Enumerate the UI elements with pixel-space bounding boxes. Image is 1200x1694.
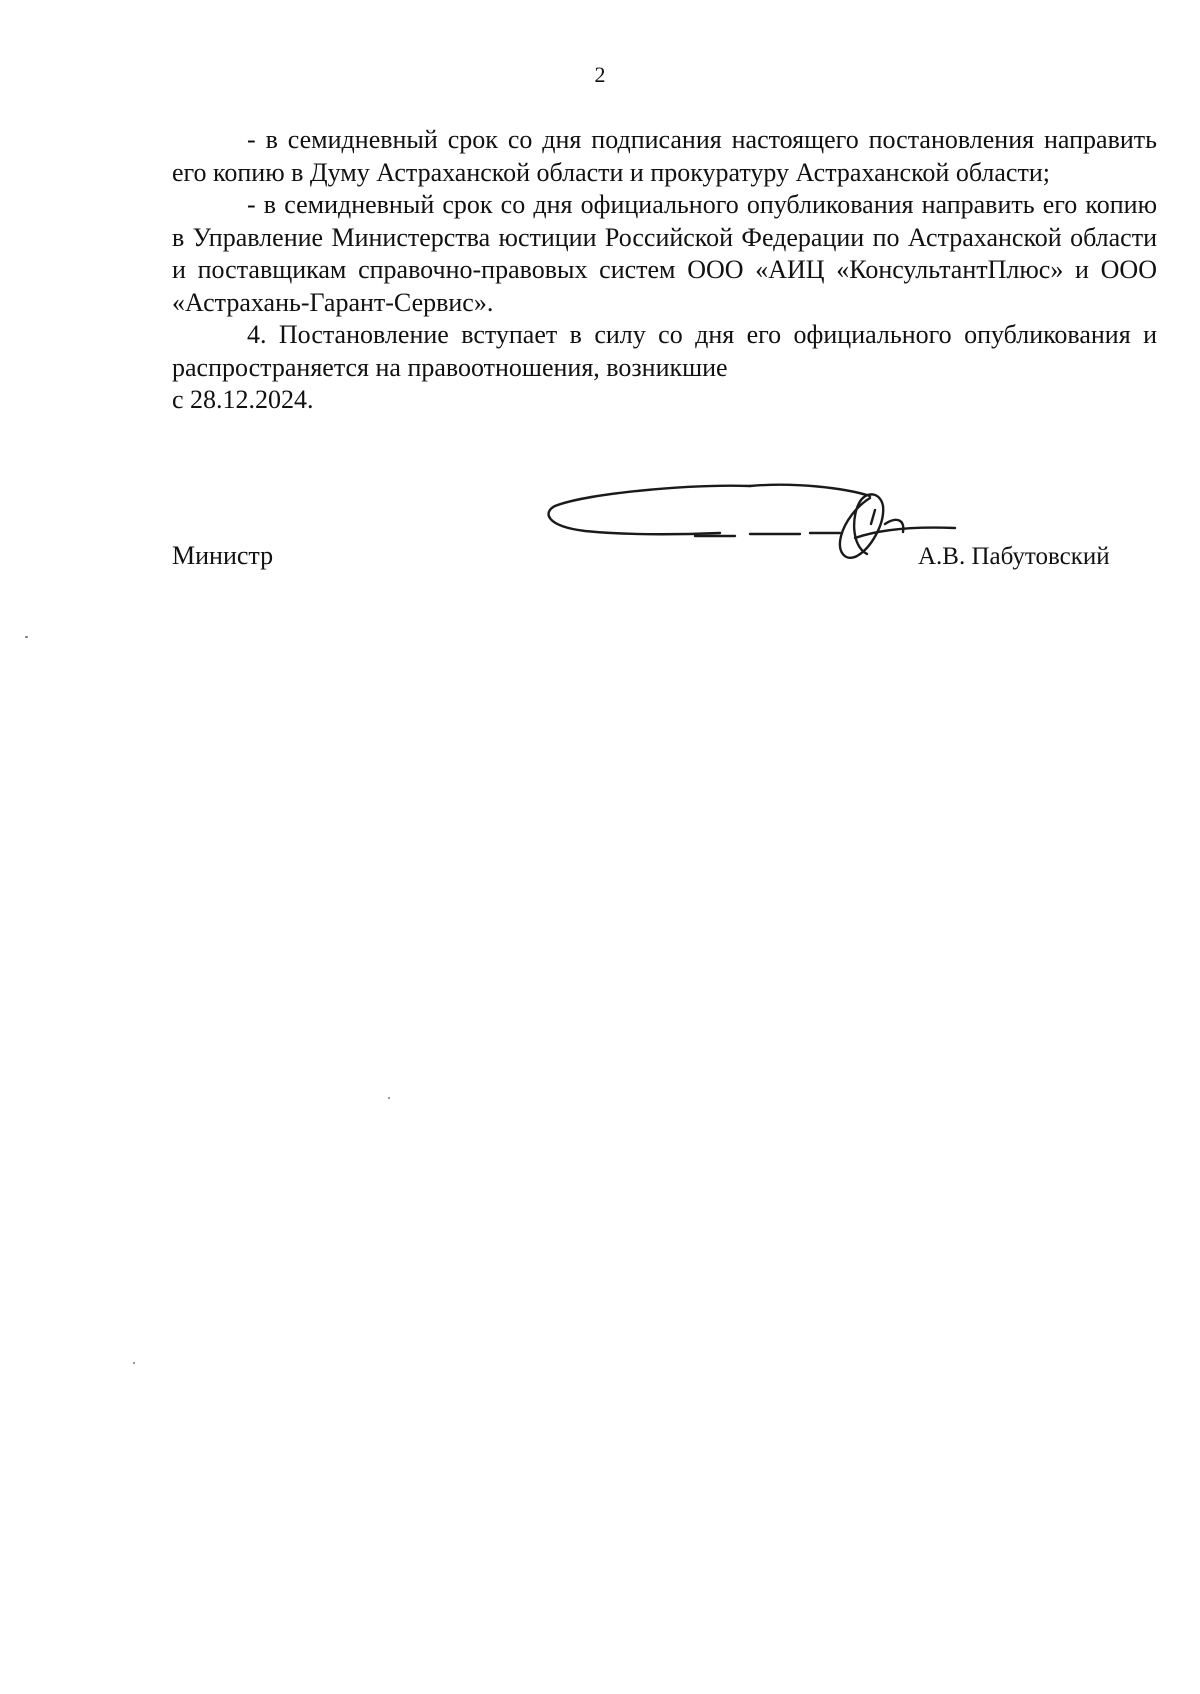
paragraph-3: 4. Постановление вступает в силу со дня его официального опубликования и распространяется на правоотношения, возникшие bbox=[172, 320, 1157, 382]
scan-speck bbox=[388, 1097, 390, 1099]
paragraph-3-final-line: с 28.12.2024. bbox=[172, 385, 314, 414]
paragraph-2: - в семидневный срок со дня официального опубликования направить его копию в Управление Министерства юстиции Российской Федерации по Астраханской области и поставщикам справочно-правовых систем ООО «АИЦ «КонсультантПлюс» и ООО «Астрахань-Гарант-Сервис». bbox=[172, 190, 1157, 317]
page-number: 2 bbox=[594, 62, 606, 87]
scan-speck bbox=[133, 1362, 135, 1364]
paragraph-1: - в семидневный срок со дня подписания настоящего постановления направить его копию в Думу Астраханской области и прокуратуру Астраханской области; bbox=[172, 125, 1157, 187]
signatory-title: Министр bbox=[172, 541, 274, 570]
signature-block bbox=[172, 533, 1157, 573]
signatory-name: А.В. Пабутовский bbox=[918, 543, 1110, 570]
scan-speck bbox=[25, 636, 28, 638]
document-body bbox=[172, 124, 1157, 417]
